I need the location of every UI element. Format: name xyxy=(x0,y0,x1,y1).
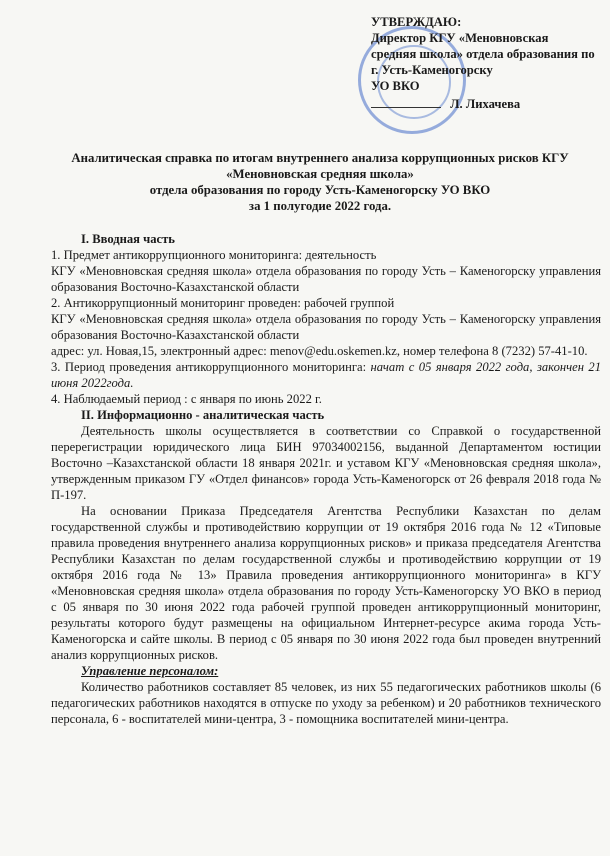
approval-block xyxy=(371,14,596,112)
approval-line-1: УТВЕРЖДАЮ: xyxy=(371,15,462,29)
item-1: 1. Предмет антикоррупционного мониторинга: деятельность xyxy=(51,248,377,262)
signature-line xyxy=(371,96,596,112)
title-line-3: за 1 полугодие 2022 года. xyxy=(248,199,392,213)
paragraph-basis: На основании Приказа Председателя Агентства Республики Казахстан по делам государственной службы и противодействию коррупции от 19 октября 2016 года № 12 «Типовые правила проведения внутреннего анализа коррупционных рисков» и приказа председателя Агентства Республики Казахстан по делам государственной службы и противодействию коррупции от 19 октября 2016 года № 13» Правила проведения антикоррупционного мониторинга» в КГУ «Меновновская средняя школа» отдела образования по городу Усть-Каменогорску УО ВКО в период с 05 января по 30 июня 2022 года рабочей группой проведен антикоррупционный мониторинг, результаты которого будут размещены на официальном Интернет-ресурсе акима города Усть-Каменогорска и сайте школы. В период с 05 января по 30 июня 2022 года был проведен внутренний анализ коррупционных рисков. xyxy=(51,504,601,662)
document-title xyxy=(40,150,600,214)
info-heading: II. Информационно - аналитическая часть xyxy=(81,408,325,422)
item-2: 2. Антикоррупционный мониторинг проведен: рабочей группой xyxy=(51,296,395,310)
item-4: 4. Наблюдаемый период : с января по июнь 2022 г. xyxy=(51,392,322,406)
title-line-1: Аналитическая справка по итогам внутреннего анализа коррупционных рисков КГУ «Меновновская средняя школа» xyxy=(71,151,569,181)
item-2-address: адрес: ул. Новая,15, электронный адрес: menov@edu.oskemen.kz, номер телефона 8 (7232) 57-41-10. xyxy=(51,344,588,358)
approval-line-2: Директор КГУ «Меновновская средняя школа» отдела образования по г. Усть-Каменогорску xyxy=(371,31,595,77)
item-3 xyxy=(51,359,601,391)
item-3-period: начат с 05 января 2022 года, закончен 21 июня 2022года. xyxy=(51,360,601,390)
intro-heading: I. Вводная часть xyxy=(81,232,175,246)
item-2-body: КГУ «Меновновская средняя школа» отдела образования по городу Усть – Каменогорску управления образования Восточно-Казахстанской области xyxy=(51,312,601,342)
staff-heading: Управление персоналом: xyxy=(81,664,219,678)
approval-line-3: УО ВКО xyxy=(371,79,420,93)
signer-name: Л. Лихачева xyxy=(450,97,521,111)
title-line-2: отдела образования по городу Усть-Каменогорску УО ВКО xyxy=(149,183,491,197)
paragraph-staff: Количество работников составляет 85 человек, из них 55 педагогических работников школы (6 педагогических работников находятся в отпуске по уходу за ребенком) и 20 работников технического персонала, 6 - воспитателей мини-центра, 3 - помощника воспитателей мини-центра. xyxy=(51,680,601,726)
document-body xyxy=(51,231,601,727)
item-1-body: КГУ «Меновновская средняя школа» отдела образования по городу Усть – Каменогорску управления образования Восточно-Казахстанской области xyxy=(51,264,601,294)
paragraph-activity: Деятельность школы осуществляется в соответствии со Справкой о государственной перерегистрации юридического лица БИН 97034002156, выданной Департаментом юстиции Восточно –Казахстанской области 18 января 2021г. и уставом КГУ «Меновновская средняя школа», утвержденным приказом ГУ «Отдел финансов» города Усть-Каменогорск от 26 февраля 2018 года № П-197. xyxy=(51,424,601,502)
item-3-start: 3. Период проведения антикоррупционного мониторинга: xyxy=(51,360,371,374)
